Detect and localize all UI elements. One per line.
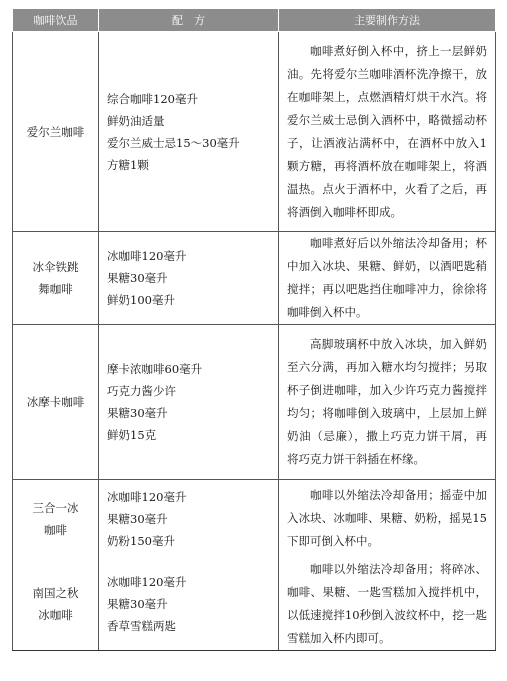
header-drink: 咖啡饮品 xyxy=(13,9,99,32)
recipe-cell xyxy=(99,480,279,558)
recipe-line: 鲜奶100毫升 xyxy=(107,293,175,307)
recipe-line: 奶粉150毫升 xyxy=(107,533,175,548)
recipe-cell xyxy=(99,558,279,651)
method-cell: 咖啡煮好倒入杯中，挤上一层鲜奶油。先将爱尔兰咖啡酒杯洗净擦干，放在咖啡架上，点燃酒精灯烘干水汽。将爱尔兰威士忌倒入酒杯中，略微摇动杯子，让酒液沾满杯中，在酒杯中放入1颗方糖，再将酒杯放在咖啡架上，将酒温热。点火于酒杯中，火看了之后，再将酒倒入咖啡杯即成。 xyxy=(279,32,496,232)
method-cell: 咖啡以外缩法冷却备用；摇壶中加入冰块、冰咖啡、果糖、奶粉，摇晃15下即可倒入杯中。 xyxy=(279,480,496,558)
drink-name-cell xyxy=(13,232,99,325)
drink-name-line: 冰伞铁跳 xyxy=(32,260,79,274)
table-row xyxy=(13,32,496,232)
method-cell: 咖啡煮好后以外缩法冷却备用；杯中加入冰块、果糖、鲜奶，以酒吧匙稍搅拌；再以吧匙挡住咖啡冲力，徐徐将咖啡倒入杯中。 xyxy=(279,232,496,325)
table-row xyxy=(13,232,496,325)
recipe-cell xyxy=(99,232,279,325)
recipe-line: 果糖30毫升 xyxy=(107,596,168,611)
recipe-line: 冰咖啡120毫升 xyxy=(107,489,187,504)
recipe-line: 冰咖啡120毫升 xyxy=(107,249,187,263)
drink-name-line: 舞咖啡 xyxy=(38,282,73,296)
drink-name-cell xyxy=(13,558,99,651)
recipe-cell xyxy=(99,325,279,480)
recipe-line: 鲜奶15克 xyxy=(107,428,157,442)
recipe-line: 鲜奶油适量 xyxy=(107,113,165,128)
method-cell: 高脚玻璃杯中放入冰块，加入鲜奶至六分满，再加入糖水均匀搅拌；另取杯子倒进咖啡，加入少许巧克力酱搅拌均匀；将咖啡倒入玻璃中，上层加上鲜奶油（忌廉），撒上巧克力饼干屑，再将巧克力饼干斜插在杯缘。 xyxy=(279,325,496,480)
recipe-line: 爱尔兰威士忌15～30毫升 xyxy=(107,135,240,150)
coffee-recipe-table xyxy=(12,8,496,651)
drink-name-line: 冰咖啡 xyxy=(38,607,73,622)
header-row xyxy=(13,9,496,32)
drink-name-line: 三合一冰 xyxy=(32,500,79,515)
table-row xyxy=(13,480,496,558)
recipe-line: 方糖1颗 xyxy=(107,157,149,172)
recipe-line: 摩卡浓咖啡60毫升 xyxy=(107,362,203,376)
recipe-line: 果糖30毫升 xyxy=(107,271,168,285)
drink-name-cell xyxy=(13,325,99,480)
recipe-line: 巧克力酱少许 xyxy=(107,384,176,398)
recipe-line: 冰咖啡120毫升 xyxy=(107,574,187,589)
drink-name-line: 南国之秋 xyxy=(32,585,79,600)
table-row xyxy=(13,325,496,480)
method-cell: 咖啡以外缩法冷却备用；将碎冰、咖啡、果糖、一匙雪糕加入搅拌机中，以低速搅拌10秒倒入波纹杯中，挖一匙雪糕加入杯内即可。 xyxy=(279,558,496,651)
recipe-line: 果糖30毫升 xyxy=(107,406,168,420)
header-method: 主要制作方法 xyxy=(279,9,496,32)
drink-name-cell xyxy=(13,480,99,558)
recipe-line: 综合咖啡120毫升 xyxy=(107,91,198,106)
recipe-line: 果糖30毫升 xyxy=(107,511,168,526)
drink-name-line: 爱尔兰咖啡 xyxy=(26,124,85,139)
drink-name-line: 咖啡 xyxy=(44,522,67,537)
recipe-line: 香草雪糕两匙 xyxy=(107,618,176,633)
drink-name-line: 冰摩卡咖啡 xyxy=(26,395,85,409)
header-recipe: 配 方 xyxy=(99,9,279,32)
table-row xyxy=(13,558,496,651)
recipe-cell xyxy=(99,32,279,232)
drink-name-cell xyxy=(13,32,99,232)
